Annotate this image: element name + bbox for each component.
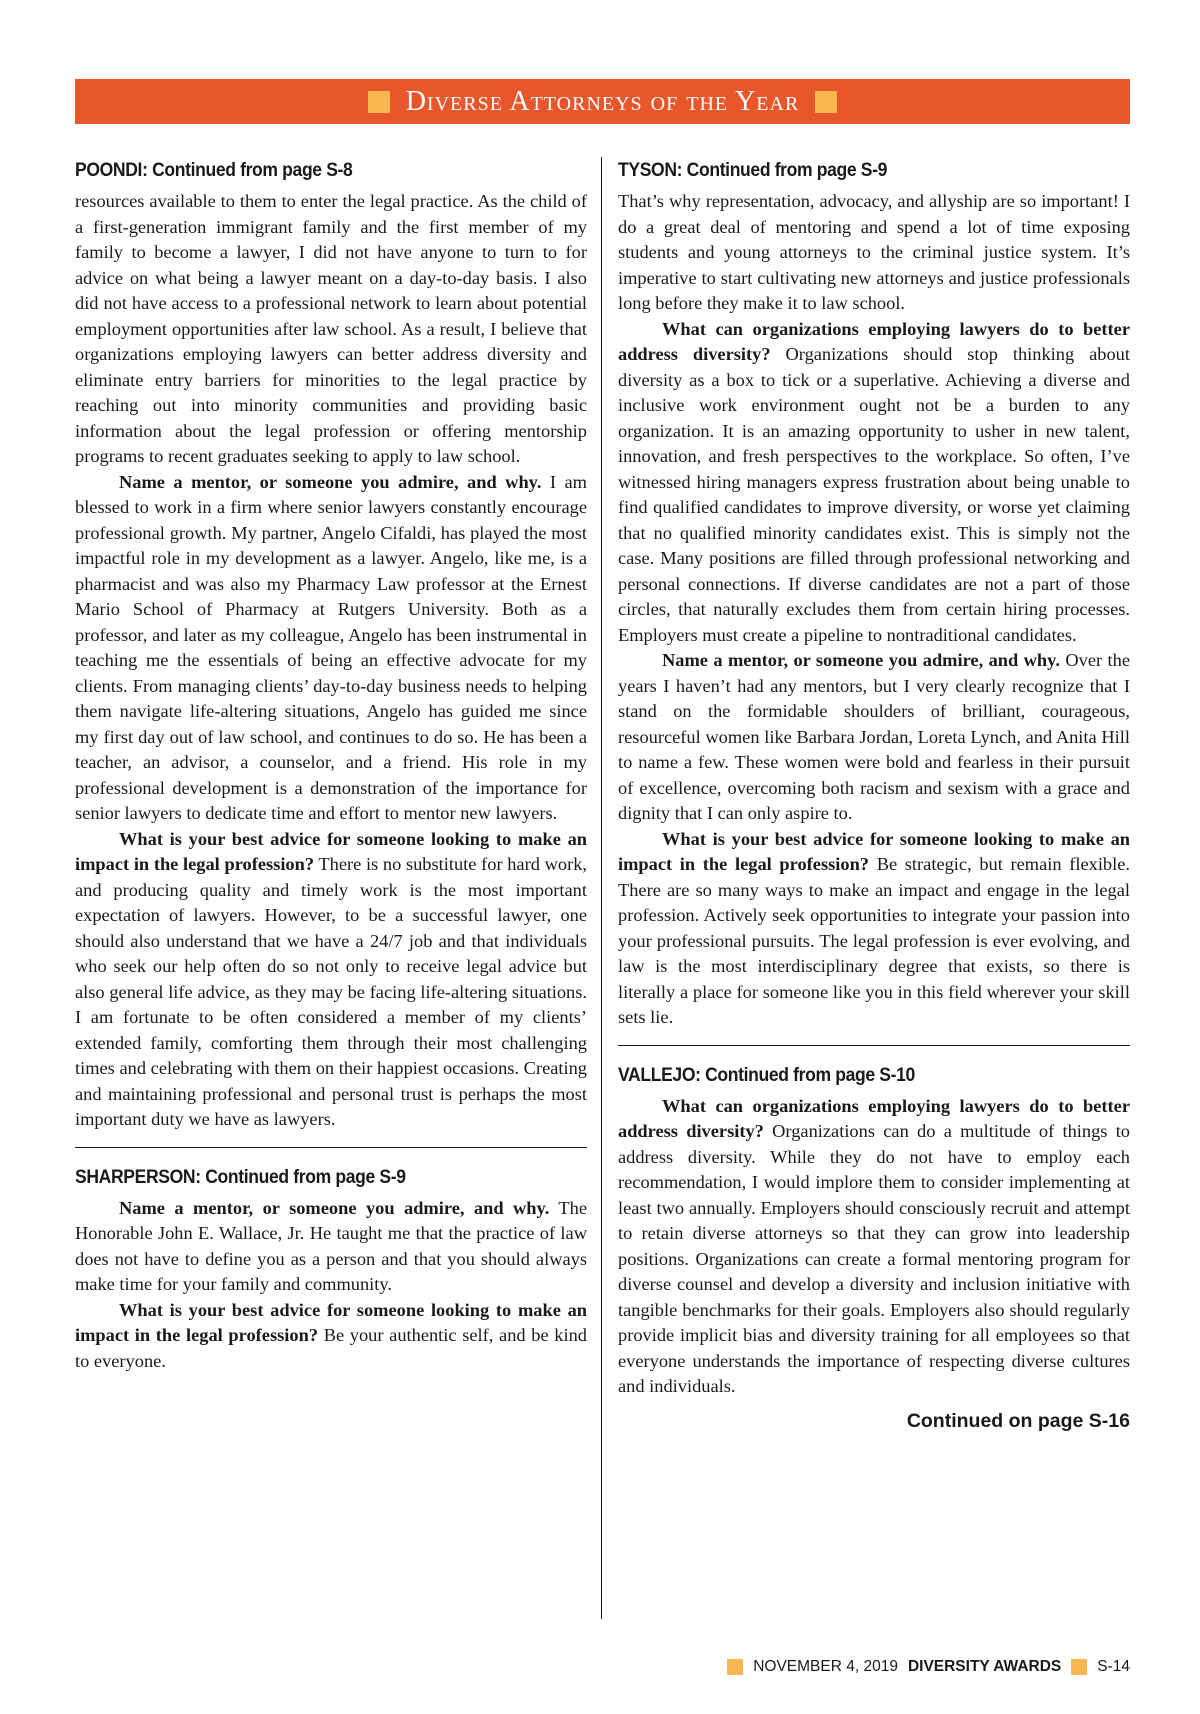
tyson-continued-heading: TYSON: Continued from page S-9 <box>618 159 888 181</box>
vallejo-organizations-answer <box>618 1094 1130 1400</box>
tyson-paragraph: That’s why representation, advocacy, and allyship are so important! I do a great deal of mentoring and spend a lot of time exposing students and young attorneys to the criminal justice system. It’s imperative to start cultivating new attorneys and justice professionals long before they make it to law school. <box>618 191 1130 313</box>
poondi-advice-answer <box>75 827 587 1133</box>
banner-square-left <box>368 91 390 113</box>
footer-square-right <box>1071 1659 1087 1675</box>
vallejo-continued-heading: VALLEJO: Continued from page S-10 <box>618 1063 915 1086</box>
sharperson-mentor-text: The Honorable John E. Wallace, Jr. He taught me that the practice of law does not have to define you as a person and that you should always make time for your family and community. <box>75 1197 588 1294</box>
tyson-mentor-answer <box>618 648 1130 827</box>
page-footer <box>727 1655 1130 1679</box>
poondi-continued-heading: POONDI: Continued from page S-8 <box>75 159 353 181</box>
sharperson-mentor-question: Name a mentor, or someone you admire, and why. <box>119 1197 550 1218</box>
footer-date: NOVEMBER 4, 2019 <box>753 1658 898 1675</box>
right-column <box>618 157 1130 1433</box>
poondi-mentor-question: Name a mentor, or someone you admire, and why. <box>119 471 542 492</box>
footer-page-number: S-14 <box>1097 1658 1130 1675</box>
tyson-advice-question: What is your best advice for someone looking to make an impact in the legal profession? <box>618 828 1130 874</box>
tyson-advice-answer <box>618 827 1130 1031</box>
sharperson-advice-answer <box>75 1298 587 1375</box>
sharperson-mentor-answer <box>75 1196 587 1298</box>
continued-on-link: Continued on page S-16 <box>906 1409 1130 1432</box>
footer-publication: DIVERSITY AWARDS <box>907 1658 1062 1675</box>
poondi-advice-question: What is your best advice for someone looking to make an impact in the legal profession? <box>75 828 587 874</box>
section-divider <box>618 1045 1130 1046</box>
banner-square-right <box>815 91 837 113</box>
tyson-organizations-question: What can organizations employing lawyers do to better address diversity? <box>618 318 1130 364</box>
section-divider <box>75 1147 587 1148</box>
vallejo-organizations-question: What can organizations employing lawyers do to better address diversity? <box>618 1095 1130 1141</box>
tyson-mentor-question: Name a mentor, or someone you admire, and why. <box>662 650 1060 670</box>
sharperson-advice-text: Be your authentic self, and be kind to everyone. <box>75 1325 587 1371</box>
tyson-advice-text: Be strategic, but remain flexible. There are so many ways to make an impact and engage in the legal profession. Actively seek opportunities to integrate your passion into your professional pursuits. The legal profession is ever evolving, and law is the most interdisciplinary degree that exists, so there is literally a place for someone like you in this field wherever your skill sets lie. <box>618 854 1130 1027</box>
tyson-mentor-text: Over the years I haven’t had any mentors, but I very clearly recognize that I stand on the formidable shoulders of brilliant, courageous, resourceful women like Barbara Jordan, Loreta Lynch, and Anita Hill to name a few. These women were bold and fearless in their pursuit of excellence, overcoming both racism and sexism with a grace and dignity that I can only aspire to. <box>618 650 1130 823</box>
sharperson-continued-heading: SHARPERSON: Continued from page S-9 <box>75 1165 406 1188</box>
footer-square-left <box>727 1659 743 1675</box>
poondi-mentor-answer <box>75 470 587 827</box>
tyson-organizations-text: Organizations should stop thinking about diversity as a box to tick or a superlative. Achieving a diverse and inclusive work environment ought not be a burden to any organization. It is an amazing opportunity to usher in new talent, innovation, and fresh perspectives to the workplace. So often, I’ve witnessed hiring managers express frustration about being unable to find qualified candidates to improve diversity, or worse yet claiming that no qualified minority candidates exist. This is simply not the case. Many positions are filled through professional networking and personal connections. If diverse candidates are not a part of those circles, that naturally excludes them from certain hiring processes. Employers must create a pipeline to nontraditional candidates. <box>618 344 1130 645</box>
banner-title: Diverse Attorneys of the Year <box>405 86 800 117</box>
vallejo-organizations-text: Organizations can do a multitude of things to address diversity. While they do not have to employ each recommendation, I would implore them to consider implementing at least two annually. Employers should consciously recruit and attempt to retain diverse attorneys so that they can grow into leadership positions. Organizations can create a formal mentoring program for diverse counsel and develop a diversity and inclusion initiative with tangible benchmarks for their goals. Employers also should regularly provide implicit bias and diversity training for all employees so that everyone understands the importance of respecting diverse cultures and individuals. <box>618 1121 1130 1396</box>
column-divider <box>601 157 602 1619</box>
tyson-organizations-answer <box>618 317 1130 649</box>
poondi-paragraph: resources available to them to enter the legal practice. As the child of a first-generation immigrant family and the first member of my family to become a lawyer, I did not have anyone to turn to for advice on what being a lawyer meant on a day-to-day basis. I also did not have access to a professional network to learn about potential employment opportunities after law school. As a result, I believe that organizations employing lawyers can better address diversity and eliminate entry barriers for minorities to the legal practice by reaching out into minority communities and providing basic information about the legal profession or offering mentorship programs to recent graduates seeking to apply to law school. <box>75 191 587 466</box>
section-banner <box>75 79 1130 124</box>
sharperson-advice-question: What is your best advice for someone looking to make an impact in the legal profession? <box>75 1299 587 1345</box>
left-column <box>75 157 587 1374</box>
poondi-mentor-text: I am blessed to work in a firm where senior lawyers constantly encourage professional growth. My partner, Angelo Cifaldi, has played the most impactful role in my development as a lawyer. Angelo, like me, is a pharmacist and was also my Pharmacy Law professor at the Ernest Mario School of Pharmacy at Rutgers University. Both as a professor, and later as my colleague, Angelo has been instrumental in teaching me the essentials of being an effective advocate for my clients. From managing clients’ day-to-day business needs to helping them navigate life-altering situations, Angelo has guided me since my first day out of law school, and continues to do so. He has been a teacher, an advisor, a counselor, and a friend. His role in my professional development is a demonstration of the importance for senior lawyers to dedicate time and effort to mentor new lawyers. <box>75 471 587 823</box>
poondi-advice-text: There is no substitute for hard work, and producing quality and timely work is the most important expectation of lawyers. However, to be a successful lawyer, one should also understand that we have a 24/7 job and that individuals who seek our help often do so not only to receive legal advice but also general life advice, as they may be facing life-altering situations. I am fortunate to be often considered a member of my clients’ extended family, comforting them through their most challenging times and celebrating with them on their happiest occasions. Creating and maintaining professional and personal trust is perhaps the most important duty we have as lawyers. <box>75 854 587 1129</box>
